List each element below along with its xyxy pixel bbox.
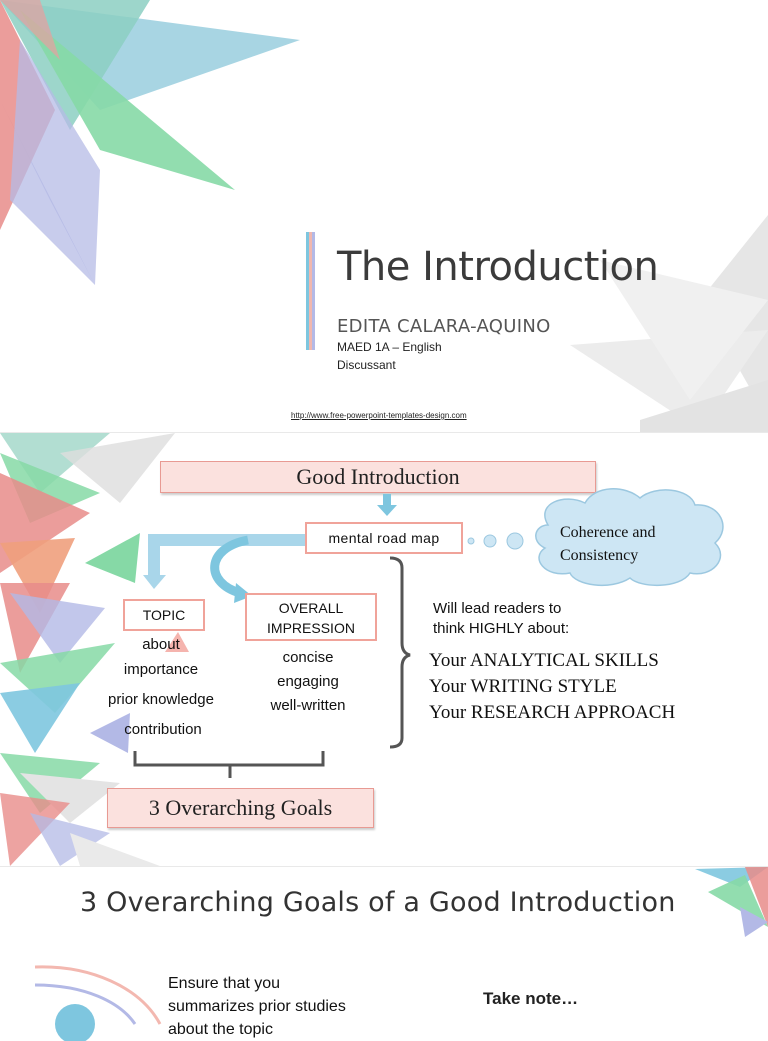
cloud-line-2: Consistency (560, 547, 639, 564)
topic-item: importance (123, 661, 199, 678)
good-introduction-box: Good Introduction (160, 461, 596, 493)
overarching-goals-box: 3 Overarching Goals (107, 788, 374, 828)
overarching-goals-slide (0, 867, 768, 1038)
cloud-text (560, 521, 710, 567)
topic-item: about (142, 636, 180, 653)
overall-impression-box (245, 593, 377, 641)
topic-item: prior knowledge (108, 691, 214, 708)
slide-title: The Introduction (337, 244, 659, 290)
skill-item: Your WRITING STYLE (429, 676, 617, 697)
course-label: MAED 1A – English (337, 340, 442, 354)
take-note-label: Take note… (483, 989, 579, 1008)
ensure-line-3: about the topic (168, 1021, 273, 1038)
topic-item: contribution (124, 721, 202, 738)
author-name: EDITA CALARA-AQUINO (337, 316, 551, 337)
ensure-line-1: Ensure that you (168, 975, 281, 992)
overall-line-2: IMPRESSION (267, 620, 355, 636)
overall-line-1: OVERALL (278, 600, 344, 616)
title-accent-bars (306, 232, 317, 350)
lead-line-1: Will lead readers to (433, 600, 562, 617)
good-introduction-slide (0, 433, 768, 866)
topic-box: TOPIC (123, 599, 205, 631)
cloud-line-1: Coherence and (560, 524, 656, 541)
template-link[interactable]: http://www.free-powerpoint-templates-design.com (291, 411, 467, 420)
overall-item: concise (282, 649, 334, 666)
lead-line-2: think HIGHLY about: (433, 620, 570, 637)
overall-item: engaging (277, 673, 339, 690)
title-slide (0, 0, 768, 432)
skill-item: Your ANALYTICAL SKILLS (429, 650, 659, 671)
slide-title: 3 Overarching Goals of a Good Introduction (80, 887, 676, 918)
ensure-line-2: summarizes prior studies (168, 998, 346, 1015)
mental-road-map-box: mental road map (305, 522, 463, 554)
overall-item: well-written (270, 697, 346, 714)
ensure-text (168, 972, 398, 1041)
skill-item: Your RESEARCH APPROACH (429, 702, 676, 723)
role-label: Discussant (337, 358, 396, 372)
